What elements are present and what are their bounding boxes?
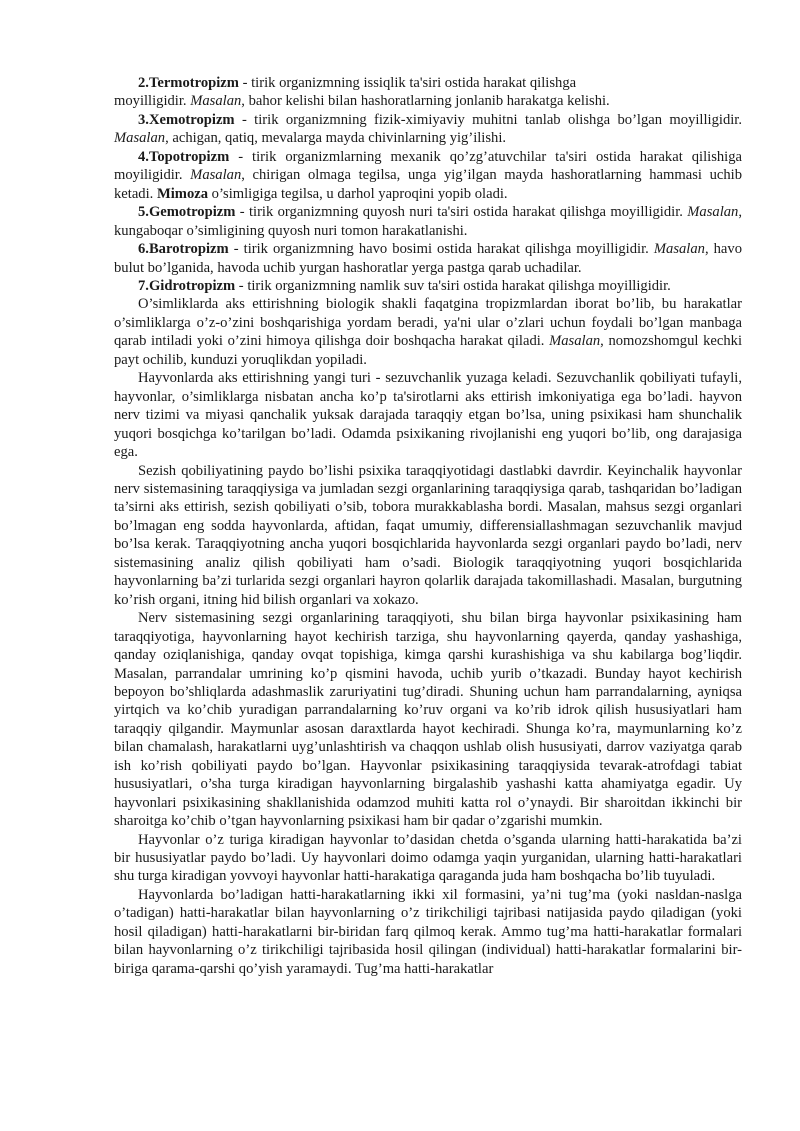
example-label: Masalan xyxy=(114,130,166,147)
paragraph-sensation: Sezish qobiliyatining paydo bo’lishi psixika taraqqiyotidagi dastlabki davrdir. Keyinchalik hayvonlar nerv sistemasining taraqqiysiga va jumladan sezgi organlarining taraqqiysiga qarab, tashqaridan bo’ladigan ta’sirni aks ettirish, sezish qobiliyati o’sib, tobora murakkablasha bordi. Masalan, mahsus sezgi organlari bo’lmagan eng sodda hayvonlarda, aftidan, faqat umumiy, differensiallashmagan sezuvchanlik mavjud bo’lsa kerak. Taraqqiyotning ancha yuqori bosqichlarida hayvonlarda sezgi organlari paydo bo’ladi, nerv sistemasining analiz qilish qobiliyati ham o’sadi. Biologik taraqqiyotning yuqori bosqichlarida hayvonlarning ba’zi turlarida sezgi organlari hayron qolarlik darajada takomillashadi. Masalan, burgutning ko’rish organi, itning hid bilish organlari va xokazo. xyxy=(114,462,742,608)
example-label: Masalan xyxy=(687,204,739,221)
termotropizm-text-2a: moyilligidir. xyxy=(114,93,191,110)
paragraph-plants xyxy=(114,295,742,369)
paragraph-behavior-forms: Hayvonlarda bo’ladigan hatti-harakatlarning ikki xil formasini, ya’ni tug’ma (yoki nasldan-naslga o’tadigan) hatti-harakatlar bilan hayvonlarning o’z tirikchiligi tajribasi natijasida paydo qiladigan (yoki hosil qiladigan) hatti-harakatlarni bir-biridan farq qilmoq kerak. Ammo tug’ma hatti-harakatlar formalari bilan hayvonlarning o’z tirikchiligi tajribasida hosil qilingan (individual) hatti-harakatlar formalarini bir-biriga qarama-qarshi qo’yish yaramaydi. Tug’ma hatti-harakatlar xyxy=(114,886,742,977)
term-barotropizm: 6.Barotropizm xyxy=(138,241,229,258)
termotropizm-line-2 xyxy=(114,92,610,110)
barotropizm-text-b: , havo bulut bo’lganida, havoda uchib yurgan hashoratlar yerga pastga qarab uchadilar. xyxy=(114,241,743,276)
termotropizm-text-2b: , bahor kelishi bilan hashoratlarning jonlanib harakatga kelishi. xyxy=(241,93,610,110)
term-gemotropizm: 5.Gemotropizm xyxy=(138,204,236,221)
xemotropizm-text-b: , achigan, qatiq, mevalarga mayda chivinlarning yig’ilishi. xyxy=(165,130,507,147)
plants-text-a: O’simliklarda aks ettirishning biologik shakli faqatgina tropizmlardan iborat bo’lib, bu harakatlar o’simliklarga o’z-o’zini boshqarishiga yordam beradi, ya'ni ular o’zlari uchun foydali bo’lgan manbaga qarab intiladi yoki o’zini himoya qilishga doir boshqacha harakat qiladi. xyxy=(114,296,742,350)
item-barotropizm xyxy=(114,240,742,277)
gemotropizm-text-b: , kungaboqar o’simligining quyosh nuri tomon harakatlanishi. xyxy=(114,204,742,239)
termotropizm-text-1: - tirik organizmning issiqlik ta'siri ostida harakat qilishga xyxy=(238,75,577,91)
barotropizm-text-a: - tirik organizmning havo bosimi ostida harakat qilishga moyilligidir. xyxy=(228,241,654,258)
term-termotropizm: 2.Termotropizm xyxy=(138,75,239,91)
example-label: Masalan xyxy=(190,167,242,184)
item-topotropizm xyxy=(114,148,742,203)
example-label: Masalan xyxy=(549,333,601,350)
xemotropizm-text-a: - tirik organizmning fizik-ximiyaviy muhitni tanlab olishga bo’lgan moyilligidir. xyxy=(234,111,742,128)
example-label: Masalan xyxy=(653,241,705,258)
item-gemotropizm xyxy=(114,203,742,240)
gidrotropizm-text-a: - tirik organizmning namlik suv ta'siri ostida harakat qilishga moyilligidir. xyxy=(235,277,671,294)
item-termotropizm xyxy=(114,74,742,111)
plants-text-b: , nomozshomgul kechki payt ochilib, kunduzi yoruqlikdan yopiladi. xyxy=(114,333,742,368)
topotropizm-text-a: - tirik organizmlarning mexanik qo’zg’atuvchilar ta'siri ostida harakat qilishiga moyiligidir. xyxy=(114,148,742,184)
term-topotropizm: 4.Topotropizm xyxy=(138,148,230,165)
mimoza-term: Mimoza xyxy=(156,185,209,202)
item-gidrotropizm xyxy=(114,277,742,295)
gemotropizm-text-a: - tirik organizmning quyosh nuri ta'siri ostida harakat qilishga moyilligidir. xyxy=(235,204,688,221)
term-gidrotropizm: 7.Gidrotropizm xyxy=(138,277,236,294)
paragraph-nervous-system: Nerv sistemasining sezgi organlarining taraqqiyoti, shu bilan birga hayvonlar psixikasining ham taraqqiyotiga, hayvonlarning hayot kechirish tarziga, shu hayvonlarning qayerda, qanday yashashiga, qanday oziqlanishiga, qanday ovqat topishiga, kimga qarshi kurashishiga va shu kabilarga bog’liqdir. Masalan, parrandalar umrining ko’p qismini havoda, uchib yurib o’tkazadi. Bunday hayot kechirish bepoyon bo’shliqlarda adashmaslik zaruriyatini tug’diradi. Shuning uchun ham parrandalarning, ayniqsa yirtqich va ko’chib yuradigan parrandalarning ko’ruv organi va ko’rib idrok qilish hususiyatlari ham taraqqiy qilgandir. Maymunlar asosan daraxtlarda hayot kechiradi. Shunga ko’ra, maymunlarning ko’z bilan chamalash, harakatlarni uyg’unlashtirish va chaqqon ushlab olish hususiyati, darrov vaziyatga qarab ish ko’rish qobiliyati paydo bo’lgan. Hayvonlar psixikasining taraqqiysida tevarak-atrofdagi tabiat hususiyatlari, o’sha turga kiradigan hayvonlarning birgalashib yashashi katta ahamiyatga egadir. Uy hayvonlari psixikasining shakllanishida odamzod muhiti katta rol o’ynaydi. Bir sharoitdan ikkinchi bir sharoitga ko’chib o’tgan hayvonlarning psixikasi ham bir qadar o’zgarishi mumkin. xyxy=(114,610,742,830)
topotropizm-text-b: , chirigan olmaga tegilsa, unga yig’ilgan mayda hashoratlarning hammasi uchib ketadi. xyxy=(114,167,742,202)
example-label: Masalan xyxy=(190,93,242,110)
topotropizm-text-c: o’simligiga tegilsa, u darhol yaproqini yopib oladi. xyxy=(208,185,508,202)
paragraph-domestic-animals: Hayvonlar o’z turiga kiradigan hayvonlar to’dasidan chetda o’sganda ularning hatti-harakatida ba’zi bir hususiyatlar paydo bo’ladi. Uy hayvonlari doimo odamga yaqin yurganidan, ularning hatti-harakatlari shu turga kiradigan yovvoyi hayvonlar hatti-harakatiga qaraganda juda ham boshqacha bo’lib tuyuladi. xyxy=(114,831,742,885)
item-xemotropizm xyxy=(114,111,742,148)
term-xemotropizm: 3.Xemotropizm xyxy=(138,111,235,128)
paragraph-animals-sensitivity: Hayvonlarda aks ettirishning yangi turi - sezuvchanlik yuzaga keladi. Sezuvchanlik qobiliyati tufayli, hayvonlar, o’simliklarga nisbatan ancha ko’p ta'sirotlarni aks ettirish imkoniyatiga ega bo’ladi. hayvon nerv tizimi va miyasi qanchalik yuksak darajada taraqqiy etgan bo’lsa, uning psixikasi ham shunchalik yuqori bosqichga ko’tarilgan bo’ladi. Odamda psixikaning rivojlanishi eng yuqori bo’lib, ong darajasiga ega. xyxy=(114,370,742,461)
